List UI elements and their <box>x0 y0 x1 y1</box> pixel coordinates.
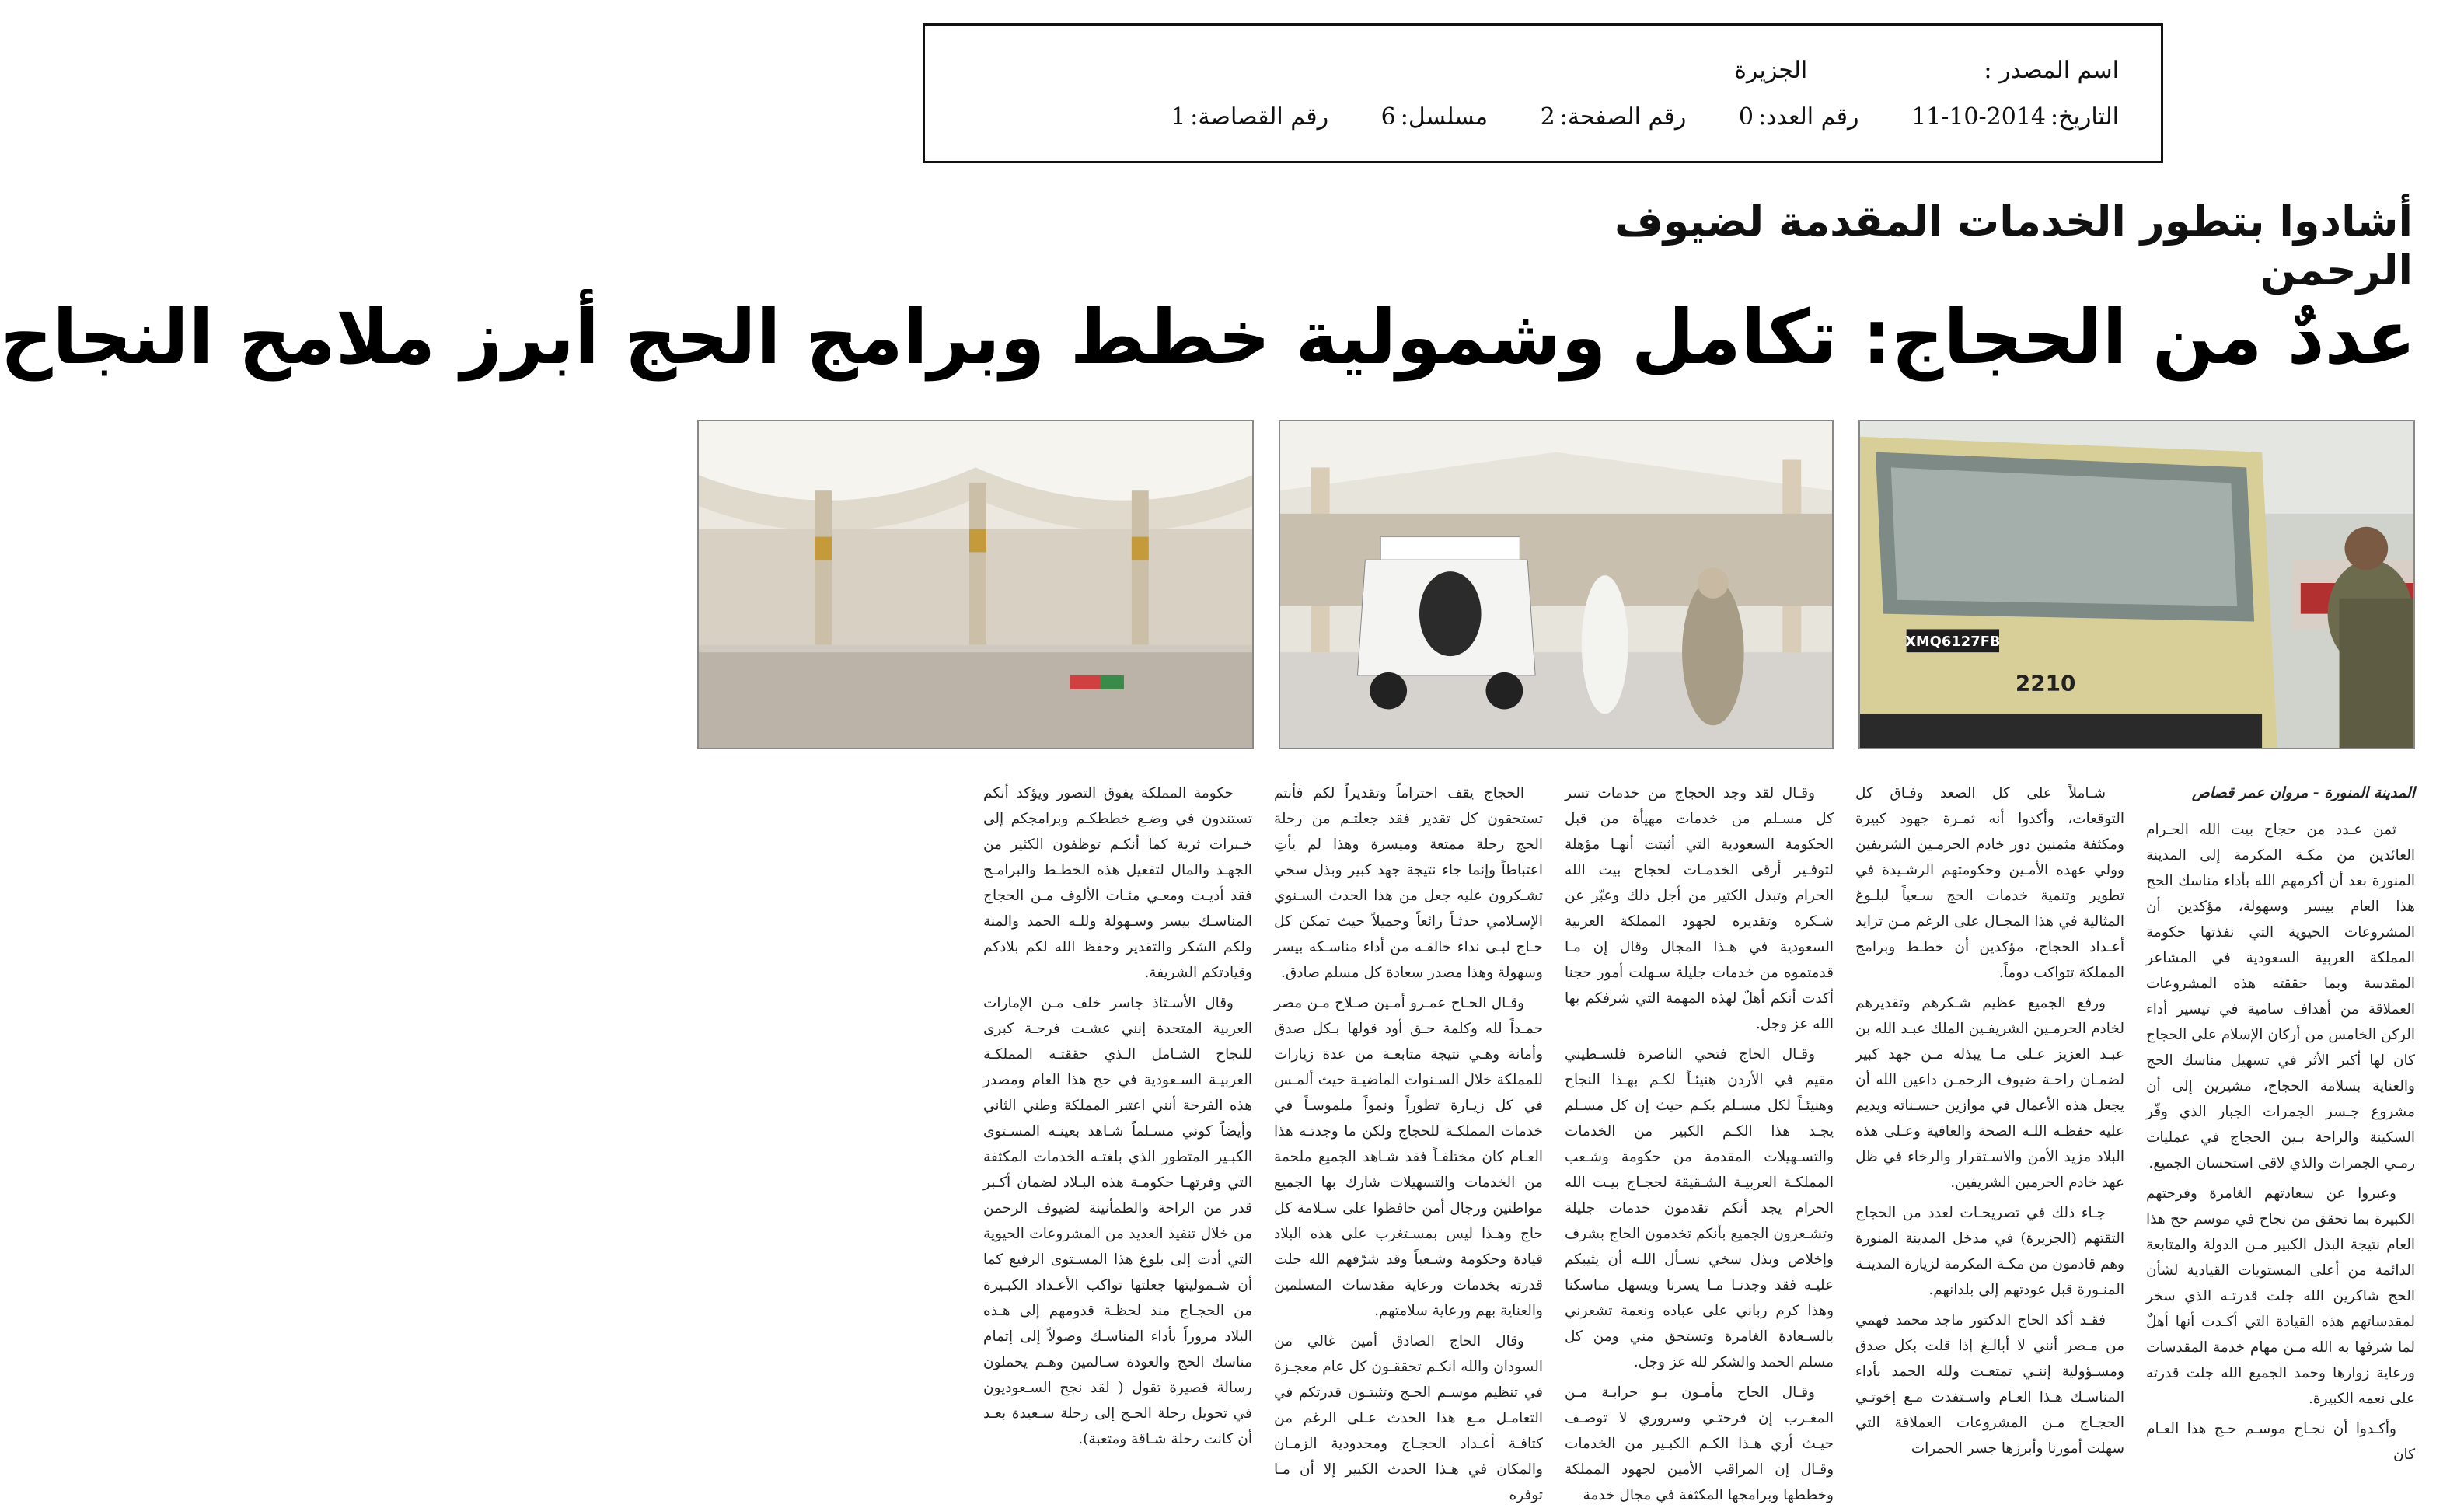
paragraph: فقـد أكد الحاج الدكتور ماجد محمد فهمي من مـصر أنني لا أبالـغ إذا قلت بكل صدق ومسـؤولية إننـي تمتعـت ولله الحمد بأداء المناسـك هـذا العـام واسـتفدت مـع إخوتـي الحجـاج مـن المشروعات العملاقة التي سهلت أمورنا وأبرزها جسر الجمرات <box>1855 1312 2124 1457</box>
paragraph: وقال الأسـتاذ جاسر خلف مـن الإمارات العربية المتحدة إنني عشـت فرحـة كبرى للنجاح الشـامل الـذي حققتـه المملكـة العربيـة السـعودية في حج هذا العام ومصدر هذه الفرحة أنني اعتبر المملكة وطني الثاني وأيضاً كوني مسـلماً شـاهد بعينـه المسـتوى الكبـير المتطور الذي بلغتـه الخدمات المكثفة التي وفرتهـا حكومـة هذه البـلاد لضمان أكـبر قدر من الراحة والطمأنينة لضيوف الرحمن من خلال تنفيذ العديد من المشروعات الحيوية التي أدت إلى بلوغ هذا المسـتوى الرفيع كما أن شـموليتها جعلتها تواكب الأعـداد الكبـيرة من الحجـاج منذ لحظـة قدومهم إلى هـذه البلاد مروراً بأداء المناسـك وصولاً إلى إتمام مناسك الحج والعودة سـالمين وهـم يحملون رسالة قصيرة تقول ( لقد نجح السـعوديون في تحويل رحلة الحـج إلى رحلة سـعيدة بعـد أن كانت رحلة شـاقة ومتعبة). <box>983 995 1252 1447</box>
article-byline: المدينة المنورة - مروان عمر قصاص <box>2191 784 2415 801</box>
serial-value: 6 <box>1380 103 1396 131</box>
source-row <box>1734 57 2119 84</box>
photo-bus-inspection <box>1858 420 2415 749</box>
article-column-3 <box>1565 780 1834 1503</box>
bus-plate-text: XMQ6127FB <box>1905 634 2001 651</box>
page-field <box>1541 103 1687 131</box>
paragraph: حكومة المملكة يفوق التصور ويؤكد أنكم تستندون في وضـع خططكـم وبرامجكم إلى خـبرات ثرية كما أنكـم توظفون الكثير من الجهـد والمال لتفعيل هذه الخطـط والبرامـج فقد أديـت ومعـي مئـات الألوف مـن الحجاج المناسـك بيسر وسـهولة وللـه الحمد والمنة ولكم الشكر والتقدير وحفظ الله لكم بلادكم وقيادتكم الشريفة. <box>983 785 1252 981</box>
article-column-4 <box>1274 780 1543 1503</box>
bus-number-text: 2210 <box>2015 670 2076 696</box>
article-column-2 <box>1855 780 2124 1457</box>
paragraph: الحجاج يقف احتراماً وتقديراً لكم فأنتم تستحقون كل تقدير فقد جعلتـم من رحلة الحج رحلة ممتعة وميسرة وهذا لم يأتِ اعتباطاً وإنما جاء نتيجة جهد كبير وبذل سخي تشـكرون عليه جعل من هذا الحدث السـنوي الإسـلامي حدثـاً رائعاً وجميلاً حيث تمكن كل حـاج لبـى نداء خالقـه من أداء مناسـكه بيسر وسهولة وهذا مصدر سعادة كل مسلم صادق. <box>1274 785 1543 981</box>
article-column-5 <box>983 780 1252 1447</box>
paragraph: وعبروا عن سعادتهم الغامرة وفرحتهم الكبيرة بما تحقق من نجاح في موسم حج هذا العام نتيجة البذل الكبير مـن الدولة والمتابعة الدائمة من أعلى المستويات القيادية لشأن الحج شاكرين الله جلت قدرتـه الذي سخر لمقدساتهم هذه القيادة التي أكـدت أنها أهلٌ لما شرفها به الله مـن مهام خدمة المقدسات ورعاية زوارها وحمد الجميع الله جلت قدرته على نعمه الكبيرة. <box>2146 1185 2415 1407</box>
paragraph: جـاء ذلك في تصريحـات لعدد من الحجاج التقتهم (الجزيرة) في مدخل المدينة المنورة وهم قادمون من مكـة المكرمة لزيارة المدينـة المنـورة قبل عودتهم إلى بلدانهم. <box>1855 1205 2124 1298</box>
clip-label: رقم القصاصة: <box>1190 103 1329 131</box>
paragraph: وقـال لقد وجد الحجاج من خدمات تسر كل مسـلم من خدمات مهيأة من قبل الحكومة السعودية التي أثبتت أنهـا مؤهلة لتوفـير أرقى الخدمـات لحجاج بيت الله الحرام وتبذل الكثير من أجل ذلك وعبّر عن شـكره وتقديره لجهود المملكة العربية السعودية في هـذا المجال وقال إن مـا قدمتموه من خدمات جليلة سـهلت أمور حجنا أكدت أنكم أهلٌ لهذه المهمة التي شرفكم بها الله عز وجل. <box>1565 785 1834 1032</box>
clip-value: 1 <box>1171 103 1186 131</box>
paragraph: وقـال الحاج مأمـون بـو حرابـة مـن المغـرب إن فرحتـي وسروري لا توصـف حيـث أري هـذا الكـم الكبـير من الخدمات وقـال إن المراقب الأمين لجهود المملكة وخططها وبرامجها المكثفة في مجال خدمة <box>1565 1384 1834 1503</box>
photo-electric-carts <box>1279 420 1834 749</box>
issue-field <box>1739 103 1859 131</box>
article-subheadline: أشادوا بتطور الخدمات المقدمة لضيوف الرحمن <box>1614 197 2413 295</box>
paragraph: شـاملاً على كل الصعد وفـاق كل التوقعات، وأكدوا أنه ثمـرة جهود كبيرة ومكثفة مثمنين دور خادم الحرمـين الشريفين وولي عهده الأمـين وحكومتهم الرشـيدة في تطوير وتنمية خدمات الحج سـعياً لبلـوغ المثالية في هذا المجـال على الرغم مـن تزايد أعـداد الحجاج، مؤكدين أن خطـط وبرامج المملكة تتواكب دوماً. <box>1855 785 2124 981</box>
source-info-box <box>923 23 2163 163</box>
paragraph: وقال الحاج الصادق أمين غالي من السودان والله انكـم تحققـون كل عام معجـزة في تنظيم موسـم الحـج وتثبتـون قدرتكم في التعامـل مـع هذا الحدث عـلى الرغم من كثافـة أعـداد الحجـاج ومحدودية الزمـان والمكان في هـذا الحدث الكبير إلا أن مـا توفره <box>1274 1333 1543 1503</box>
paragraph: وقـال الحـاج عمـرو أمـين صـلاح مـن مصر حمـداً لله وكلمة حـق أود قولها بـكل صدق وأمانة وهـي نتيجة متابعـة من عدة زيارات للمملكة خلال السـنوات الماضيـة حيث ألمـس في كل زيـارة تطوراً ونمواً ملموسـاً في خدمات المملكـة للحجاج ولكن ما وجدتـه هذا العـام كان مختلفـاً فقد شـاهد الجميع ملحمة من الخدمات والتسهيلات شارك بها الجميع مواطنين ورجال أمن حافظوا على سـلامة كل حاج وهـذا ليس بمسـتغرب على هذه البلاد قيادة وحكومة وشـعباً وقد شرّفهم الله جلت قدرته بخدمات ورعاية مقدسات المسلمين والعناية بهم ورعاية سلامتهم. <box>1274 995 1543 1319</box>
serial-label: مسلسل: <box>1400 103 1489 131</box>
photo-mosque-umbrellas <box>697 420 1254 749</box>
paragraph: ورفع الجميع عظيم شـكرهم وتقديرهم لخادم الحرمـين الشريفـين الملك عبـد الله بن عبـد العزيز عـلى مـا يبذله مـن جهد كبير لضمـان راحـة ضيوف الرحمـن داعين الله أن يجعل هذه الأعمال في موازين حسـناته ويديم عليه حفظـه اللـه الصحة والعافية وعـلى هذه البلاد مزيد الأمن والاسـتقرار والرخاء في ظل عهد خادم الحرمين الشريفين. <box>1855 995 2124 1191</box>
article-column-1 <box>2146 780 2415 1463</box>
page-label: رقم الصفحة: <box>1559 103 1687 131</box>
issue-label: رقم العدد: <box>1757 103 1859 131</box>
date-label: التاريخ: <box>2050 103 2119 131</box>
article-body <box>697 780 2415 1503</box>
article-headline: عددٌ من الحجاج: تكامل وشمولية خطط وبرامج الحج أبرز ملامح النجاح <box>0 294 2416 381</box>
paragraph: وأكـدوا أن نجـاح موسـم حـج هذا العـام كان <box>2146 1421 2415 1463</box>
date-value: 2014-10-11 <box>1911 103 2047 131</box>
issue-value: 0 <box>1738 103 1754 131</box>
metadata-row <box>1126 103 2119 131</box>
date-field <box>1911 103 2119 131</box>
source-label: اسم المصدر : <box>1984 57 2119 84</box>
serial-field <box>1381 103 1488 131</box>
clip-field <box>1171 103 1328 131</box>
source-name: الجزيرة <box>1734 57 1808 84</box>
page-value: 2 <box>1540 103 1555 131</box>
paragraph: وقـال الحاج فتحي الناصرة فلسـطيني مقيم في الأردن هنيئـاً لكـم بهـذا النجاح وهنيئـاً لكل مسـلم بكـم حيث إن كل مسـلم يجـد هذا الكـم الكبير من الخدمات والتسـهيلات المقدمة من حكومة وشـعب المملكـة العربيـة الشـقيقة لحجـاج بيـت الله الحرام يجد أنكم تقدمون خدمات جليلة وتشـعرون الجميع بأنكم تخدمون الحاج بشرف وإخلاص وبذل سخي نسـأل اللـه أن يثيبكم عليـه فقد وجدنـا مـا يسرنا ويسهل مناسكنا وهذا كرم رباني على عباده ونعمة تشعرني بالسـعادة الغامرة وتستحق مني ومن كل مسلم الحمد والشكر لله عز وجل. <box>1565 1046 1834 1370</box>
paragraph: ثمن عـدد من حجاج بيت الله الحـرام العائدين من مكـة المكرمة إلى المدينة المنورة بعد أن أكرمهم الله بأداء مناسك الحج هذا العام بيسر وسهولة، مؤكدين أن المشروعات الحيوية التي نفذتها حكومة المملكة العربية السعودية في المشاعر المقدسة وبما حققته هذه المشروعات العملاقة من أهداف سامية في تيسير أداء الركن الخامس من أركان الإسلام على الحجاج كان لها أكبر الأثر في تسهيل مناسك الحج والعناية بسلامة الحجاج، مشيرين إلى أن مشروع جـسر الجمرات الجبار الذي وفّر السكينة والراحة بـين الحجاج في عمليات رمـي الجمرات والذي لاقى استحسان الجميع. <box>2146 822 2415 1171</box>
